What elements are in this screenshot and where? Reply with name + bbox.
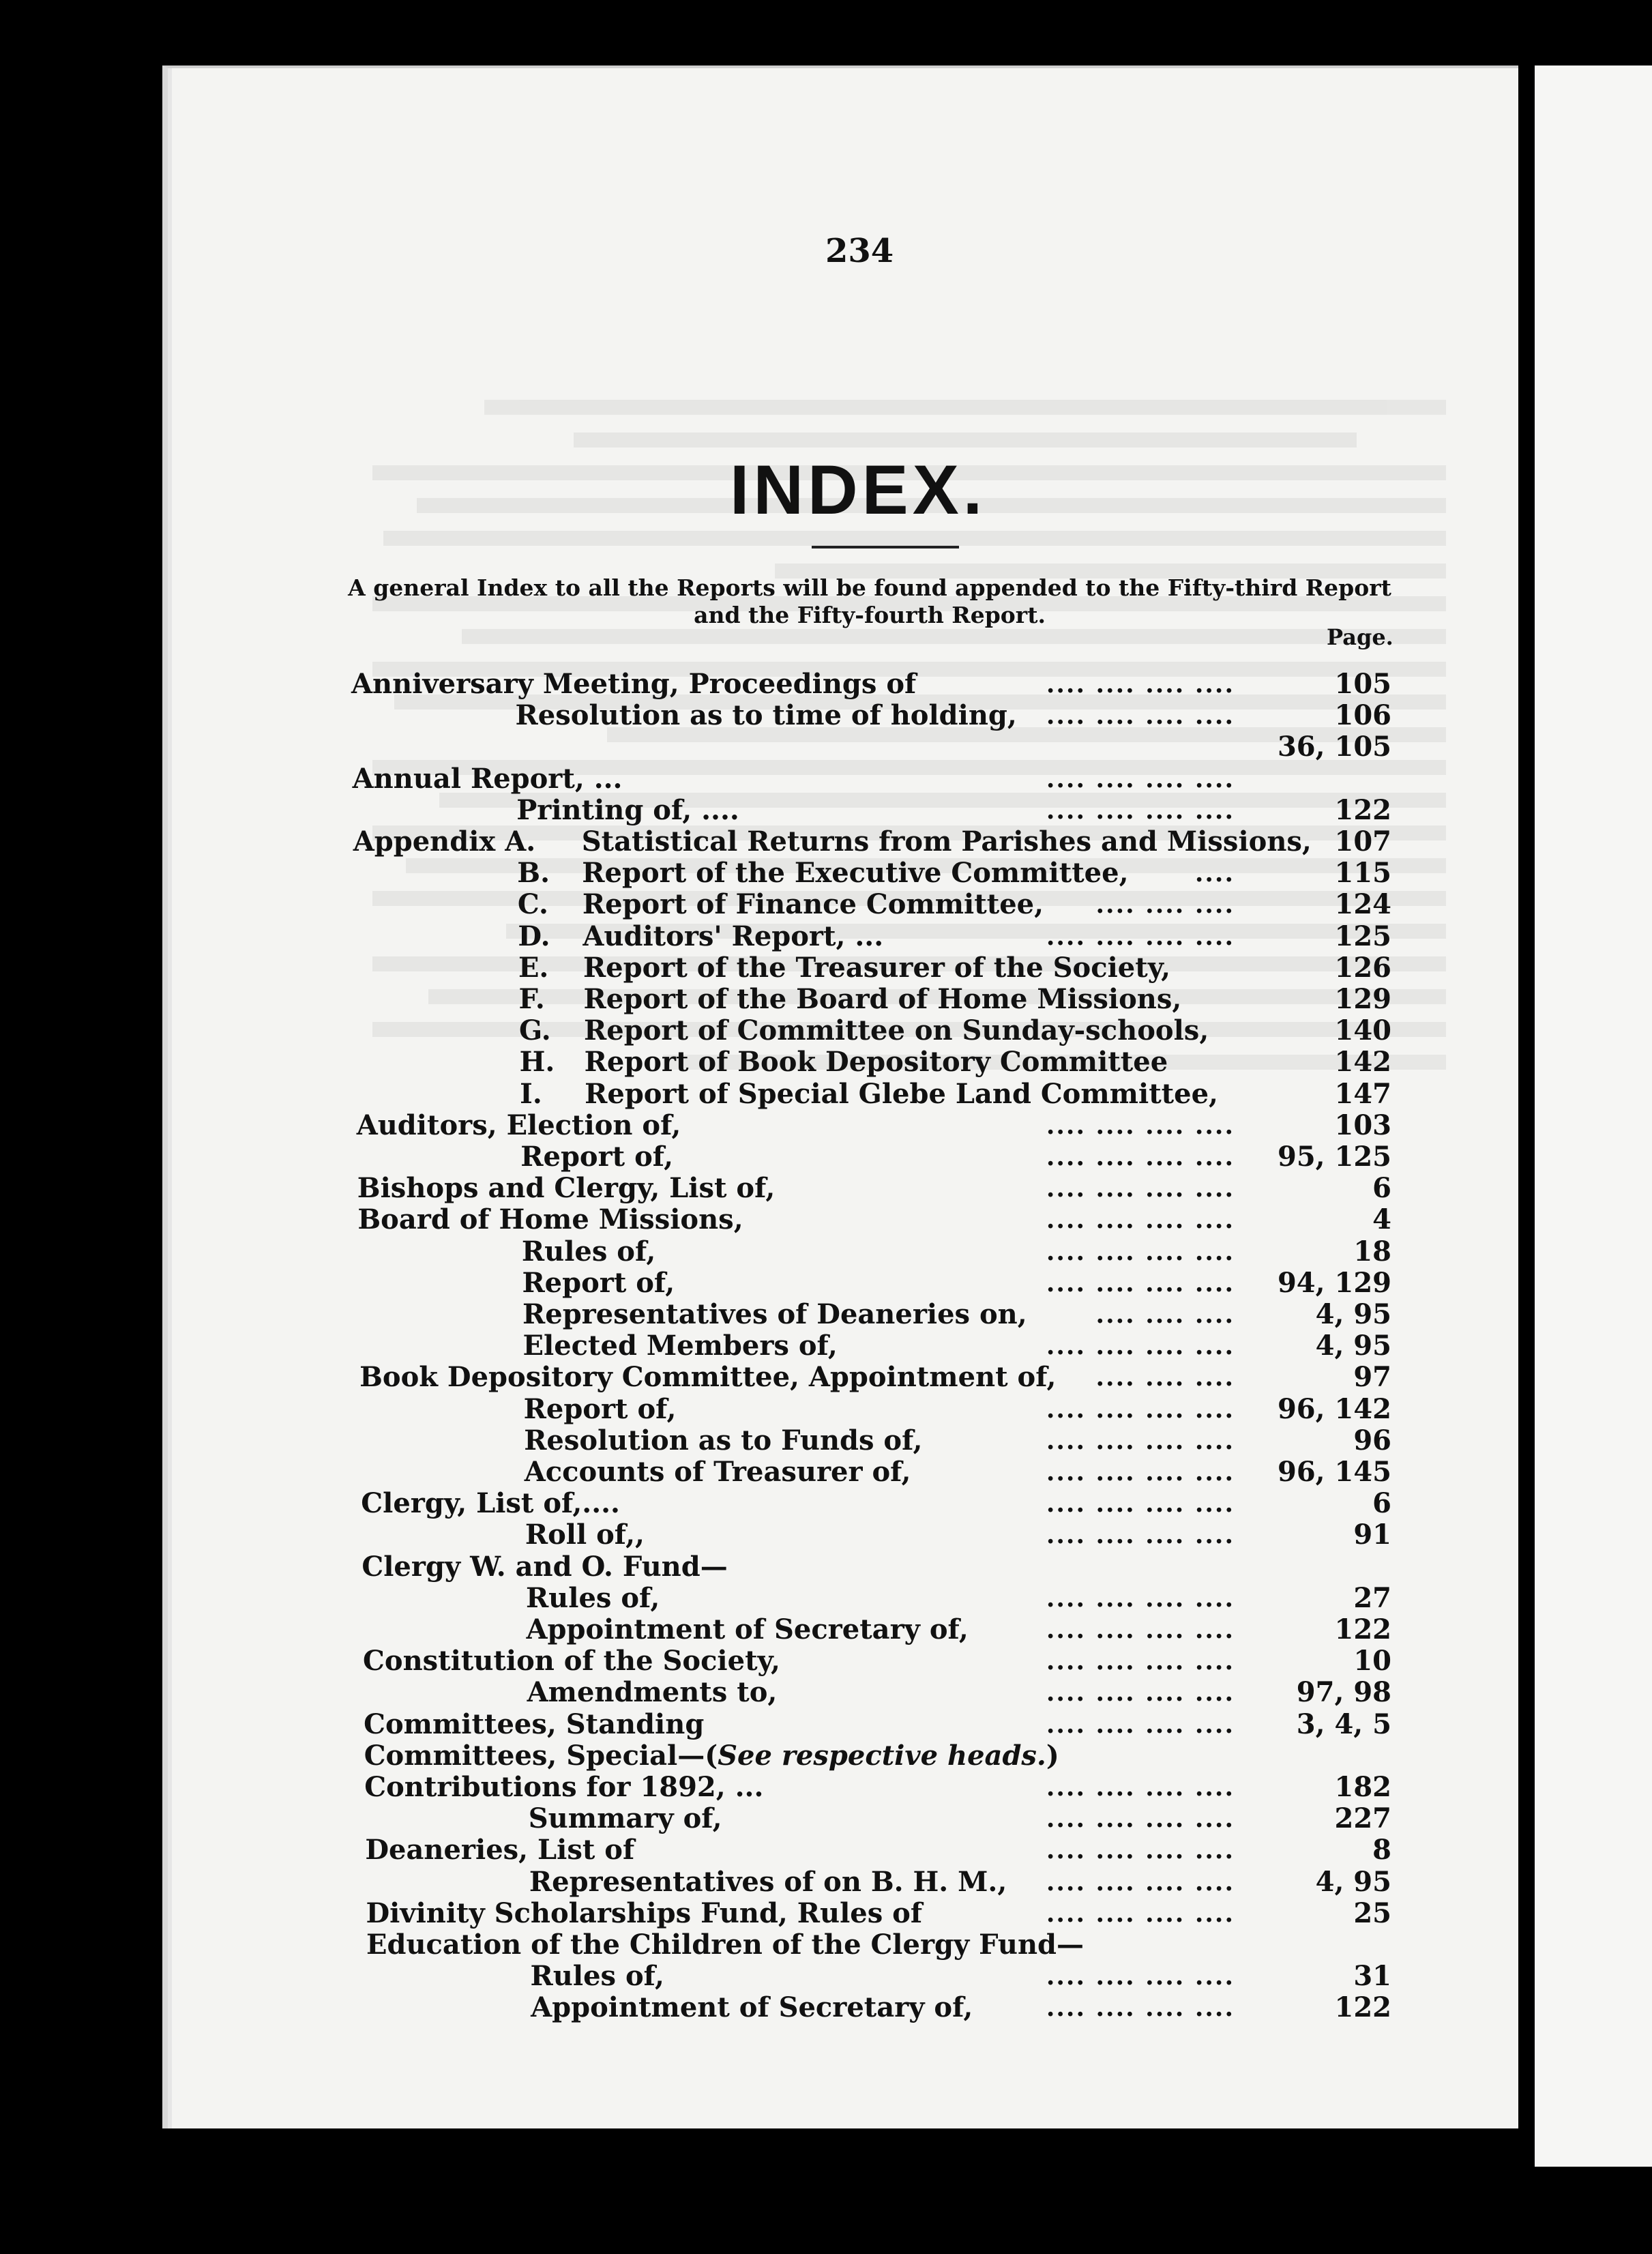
leader-dots: .... .... .... .... bbox=[1046, 1583, 1235, 1613]
appendix-letter: B. bbox=[517, 857, 550, 890]
leader-dots: .... .... .... .... bbox=[1046, 1647, 1235, 1676]
entry-page: 182 bbox=[1334, 1771, 1391, 1803]
index-entry bbox=[351, 669, 1391, 700]
entry-label: Deaneries, List of bbox=[365, 1834, 635, 1867]
entry-page: 96 bbox=[1353, 1424, 1391, 1457]
leader-dots: .... .... .... .... bbox=[1046, 1710, 1235, 1739]
appendix-letter: C. bbox=[517, 888, 548, 921]
entry-page: 95, 125 bbox=[1277, 1141, 1391, 1173]
entry-label: Report of Finance Committee, bbox=[582, 888, 1044, 921]
index-entry bbox=[365, 1834, 1391, 1866]
index-note-line2: and the Fifty-fourth Report. bbox=[694, 602, 1046, 628]
leader-dots: .... .... .... .... bbox=[1046, 1489, 1235, 1519]
entry-page: 106 bbox=[1334, 699, 1391, 732]
entry-page: 31 bbox=[1353, 1960, 1391, 1993]
entry-page: 4, 95 bbox=[1315, 1298, 1391, 1330]
entry-label: Committees, Standing bbox=[364, 1708, 705, 1740]
entry-page: 96, 145 bbox=[1277, 1456, 1391, 1488]
entry-page: 25 bbox=[1353, 1897, 1391, 1929]
leader-dots: .... .... .... .... bbox=[1046, 670, 1235, 699]
index-entry bbox=[364, 1709, 1391, 1740]
entry-label: Rules of, bbox=[530, 1960, 664, 1993]
entry-page: 227 bbox=[1334, 1802, 1391, 1835]
entry-page: 147 bbox=[1334, 1077, 1391, 1110]
entry-label: Report of Committee on Sunday-schools, bbox=[584, 1014, 1209, 1047]
entry-label: Book Depository Committee, Appointment of, bbox=[359, 1361, 1057, 1394]
appendix-letter: E. bbox=[518, 951, 549, 984]
leader-dots: .... .... .... .... bbox=[1046, 701, 1235, 731]
index-entry bbox=[353, 858, 1391, 889]
index-entry bbox=[356, 1046, 1391, 1078]
entry-page: 96, 142 bbox=[1277, 1392, 1391, 1425]
leader-dots: .... .... .... .... bbox=[1046, 1332, 1235, 1361]
entry-page: 115 bbox=[1334, 857, 1391, 890]
index-entry bbox=[363, 1645, 1391, 1677]
entry-label: Contributions for 1892, ... bbox=[364, 1771, 764, 1803]
index-entry bbox=[359, 1299, 1391, 1330]
leader-dots: .... .... .... .... bbox=[1046, 1458, 1235, 1487]
entry-page: 122 bbox=[1334, 793, 1391, 826]
index-entry bbox=[353, 826, 1391, 858]
entry-page: 27 bbox=[1353, 1581, 1391, 1614]
leader-dots: .... .... .... bbox=[1095, 1300, 1235, 1329]
leader-dots: .... .... .... .... bbox=[1046, 1394, 1235, 1424]
entry-label: Accounts of Treasurer of, bbox=[524, 1456, 911, 1488]
entry-page: 107 bbox=[1334, 825, 1391, 858]
entry-label: Report of the Board of Home Missions, bbox=[583, 983, 1182, 1015]
leader-dots: .... .... .... .... bbox=[1046, 1426, 1235, 1455]
entry-label: Statistical Returns from Parishes and Missions, bbox=[581, 825, 1312, 858]
entry-label: Report of the Treasurer of the Society, bbox=[582, 951, 1171, 984]
entry-label: Clergy, List of,.... bbox=[361, 1487, 620, 1520]
entry-label: Report of, bbox=[520, 1141, 673, 1173]
entry-label: Representatives of on B. H. M., bbox=[529, 1865, 1007, 1898]
index-entry bbox=[362, 1551, 1391, 1583]
entry-page: 105 bbox=[1334, 668, 1391, 700]
entry-label: Board of Home Missions, bbox=[357, 1203, 743, 1236]
entry-label: Rules of, bbox=[525, 1581, 660, 1614]
index-entry bbox=[364, 1740, 1391, 1772]
entry-page: 124 bbox=[1334, 888, 1391, 921]
index-entry bbox=[355, 952, 1391, 984]
index-entry bbox=[364, 1677, 1391, 1708]
index-entry bbox=[352, 700, 1391, 731]
entry-label: Auditors, Election of, bbox=[356, 1109, 681, 1141]
entry-page: 36, 105 bbox=[1277, 731, 1391, 763]
entry-label: Constitution of the Society, bbox=[363, 1645, 780, 1678]
index-entry bbox=[360, 1394, 1391, 1425]
entry-page: 8 bbox=[1372, 1834, 1391, 1867]
index-entry bbox=[358, 1268, 1391, 1299]
entry-label: Amendments to, bbox=[527, 1676, 778, 1709]
entry-label: Clergy W. and O. Fund— bbox=[362, 1550, 728, 1583]
index-entry bbox=[363, 1614, 1392, 1645]
title-rule bbox=[812, 546, 959, 548]
index-note bbox=[344, 574, 1395, 629]
entry-page: 4, 95 bbox=[1315, 1330, 1391, 1362]
index-entry bbox=[357, 1204, 1391, 1235]
entry-page: 97 bbox=[1353, 1361, 1391, 1394]
entry-label: Report of, bbox=[522, 1266, 675, 1299]
index-entry bbox=[366, 1929, 1391, 1961]
leader-dots: .... .... .... .... bbox=[1046, 795, 1235, 825]
leader-dots: .... .... .... .... bbox=[1046, 1174, 1235, 1203]
entry-label: Resolution as to Funds of, bbox=[524, 1424, 923, 1457]
index-entry bbox=[353, 763, 1391, 795]
entry-label: Annual Report, ... bbox=[352, 762, 623, 795]
index-entry bbox=[362, 1583, 1391, 1614]
leader-dots: .... .... .... .... bbox=[1046, 922, 1235, 951]
entry-page: 126 bbox=[1334, 951, 1391, 984]
entry-label: Committees, Special—(See respective heads.) bbox=[364, 1739, 1059, 1772]
entry-label: Representatives of Deaneries on, bbox=[522, 1298, 1027, 1330]
leader-dots: .... .... .... .... bbox=[1046, 1205, 1235, 1235]
entry-label: Resolution as to time of holding, bbox=[515, 699, 1017, 732]
index-entry bbox=[357, 1173, 1391, 1204]
facing-page-edge bbox=[1535, 65, 1652, 2167]
index-entry bbox=[361, 1488, 1391, 1519]
entry-label: Appointment of Secretary of, bbox=[526, 1613, 969, 1645]
index-entry bbox=[364, 1772, 1391, 1803]
entry-label: Report of Special Glebe Land Committee, bbox=[585, 1077, 1218, 1110]
appendix-letter: F. bbox=[518, 983, 545, 1015]
index-entry bbox=[367, 1992, 1391, 2023]
index-entry bbox=[358, 1236, 1391, 1268]
entry-page: 18 bbox=[1353, 1235, 1391, 1268]
leader-dots: .... .... .... .... bbox=[1046, 1867, 1235, 1897]
entry-page: 4 bbox=[1372, 1203, 1391, 1236]
leader-dots: .... .... .... .... bbox=[1046, 1993, 1235, 2023]
index-entry bbox=[355, 984, 1392, 1015]
entry-page: 94, 129 bbox=[1277, 1266, 1391, 1299]
entry-page: 142 bbox=[1334, 1046, 1391, 1079]
entry-page: 6 bbox=[1372, 1487, 1391, 1520]
entry-page: 125 bbox=[1334, 920, 1391, 952]
entry-label: Divinity Scholarships Fund, Rules of bbox=[366, 1897, 923, 1929]
page-title: INDEX. bbox=[730, 451, 987, 529]
index-entry bbox=[357, 1141, 1391, 1173]
entry-label: Appointment of Secretary of, bbox=[531, 1991, 973, 2024]
leader-dots: .... .... .... .... bbox=[1046, 1143, 1235, 1171]
leader-dots: .... .... .... .... bbox=[1046, 1615, 1235, 1644]
leader-dots: .... .... .... .... bbox=[1046, 1678, 1235, 1708]
leader-dots: .... .... .... .... bbox=[1046, 764, 1235, 793]
entry-label: Report of, bbox=[523, 1392, 677, 1425]
index-entry bbox=[366, 1867, 1391, 1898]
entry-label: Bishops and Clergy, List of, bbox=[357, 1172, 776, 1205]
leader-dots: .... .... .... .... bbox=[1046, 1237, 1235, 1266]
index-entry bbox=[359, 1330, 1391, 1362]
entry-label: Report of the Executive Committee, bbox=[582, 857, 1129, 890]
appendix-letter: Appendix A. bbox=[353, 825, 536, 858]
leader-dots: .... bbox=[1194, 859, 1235, 888]
index-entry bbox=[354, 889, 1391, 920]
leader-dots: .... .... .... .... bbox=[1046, 1111, 1235, 1140]
leader-dots: .... .... .... .... bbox=[1046, 1804, 1235, 1834]
index-entry bbox=[360, 1425, 1391, 1457]
entry-page: 122 bbox=[1334, 1991, 1391, 2024]
index-entry bbox=[366, 1898, 1391, 1929]
entry-page: 122 bbox=[1334, 1613, 1391, 1645]
entry-page: 4, 95 bbox=[1315, 1865, 1391, 1898]
appendix-letter: G. bbox=[519, 1014, 551, 1047]
leader-dots: .... .... .... bbox=[1095, 890, 1235, 920]
index-entry bbox=[359, 1362, 1391, 1393]
entry-page: 129 bbox=[1334, 983, 1391, 1015]
entry-page: 6 bbox=[1372, 1172, 1391, 1205]
index-entry bbox=[356, 1079, 1391, 1110]
index-note-line1: A general Index to all the Reports will be found appended to the Fifty-third Report bbox=[348, 574, 1391, 601]
index-entry bbox=[361, 1457, 1391, 1488]
entry-label: Elected Members of, bbox=[522, 1330, 838, 1362]
entry-page: 91 bbox=[1353, 1519, 1391, 1551]
page-column-header: Page. bbox=[1327, 624, 1393, 650]
entry-page: 10 bbox=[1353, 1645, 1391, 1678]
index-entry bbox=[365, 1803, 1391, 1834]
appendix-letter: I. bbox=[520, 1077, 542, 1110]
page-number: 234 bbox=[825, 232, 894, 270]
leader-dots: .... .... .... .... bbox=[1046, 1268, 1235, 1298]
entry-page: 3, 4, 5 bbox=[1296, 1708, 1391, 1740]
entry-label: Auditors' Report, ... bbox=[582, 920, 884, 952]
leader-dots: .... .... .... bbox=[1095, 1363, 1235, 1392]
leader-dots: .... .... .... .... bbox=[1046, 1899, 1235, 1928]
leader-dots: .... .... .... .... bbox=[1046, 1836, 1235, 1865]
index-entry bbox=[357, 1110, 1391, 1141]
index-entry bbox=[354, 921, 1391, 952]
entry-label: Education of the Children of the Clergy Fund— bbox=[366, 1929, 1084, 1961]
index-entry bbox=[367, 1961, 1391, 1992]
index-entry bbox=[352, 731, 1391, 763]
index-entry bbox=[355, 1015, 1391, 1046]
entry-label: Roll of,, bbox=[525, 1519, 645, 1551]
entry-label: Rules of, bbox=[521, 1235, 656, 1268]
entry-page: 140 bbox=[1334, 1014, 1391, 1047]
index-entry bbox=[353, 795, 1391, 826]
appendix-letter: H. bbox=[519, 1046, 555, 1079]
leader-dots: .... .... .... .... bbox=[1046, 1962, 1235, 1991]
entry-page: 97, 98 bbox=[1296, 1676, 1391, 1709]
leader-dots: .... .... .... .... bbox=[1046, 1521, 1235, 1550]
appendix-letter: D. bbox=[518, 920, 550, 952]
entry-page: 103 bbox=[1334, 1109, 1391, 1141]
entry-label: Report of Book Depository Committee bbox=[584, 1046, 1168, 1079]
entry-label: Printing of, .... bbox=[516, 793, 739, 826]
entry-label: Summary of, bbox=[528, 1802, 722, 1835]
index-entry bbox=[362, 1519, 1391, 1551]
entry-label: Anniversary Meeting, Proceedings of bbox=[351, 668, 917, 700]
leader-dots: .... .... .... .... bbox=[1046, 1773, 1235, 1802]
